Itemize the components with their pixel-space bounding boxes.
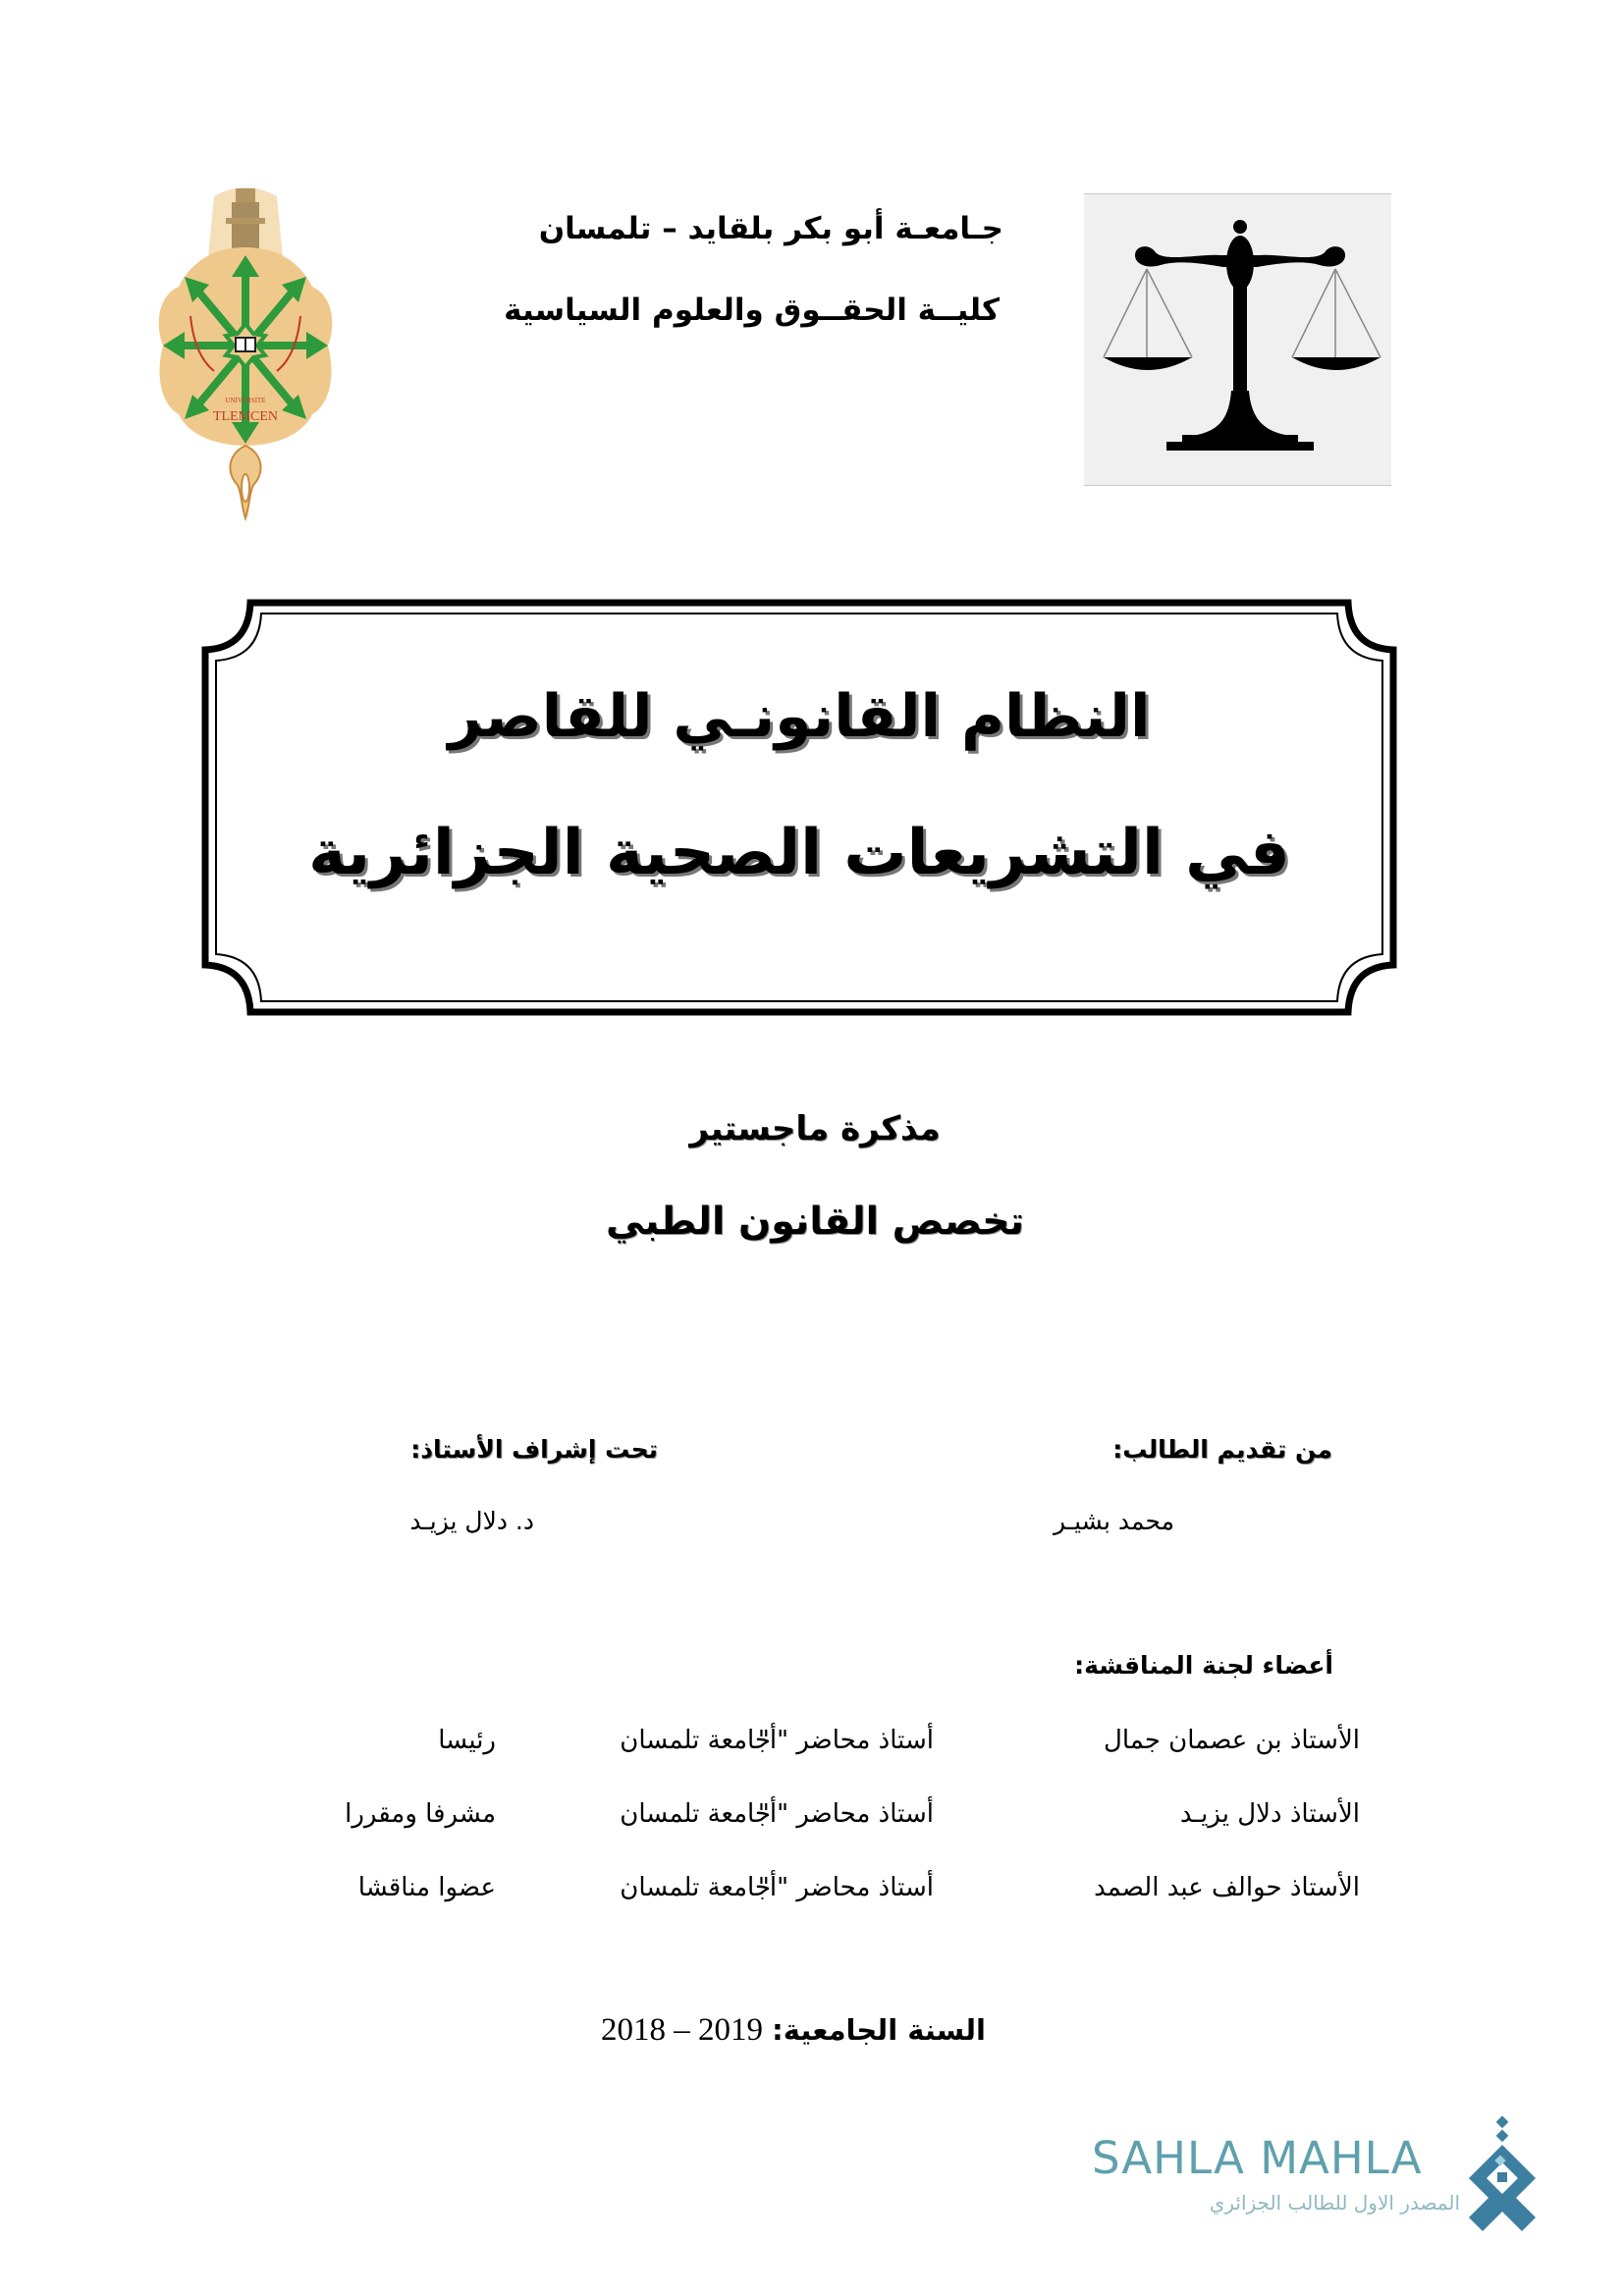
watermark-brand: SAHLA MAHLA (1092, 2132, 1423, 2184)
title-frame (201, 599, 1397, 1016)
member-university: جامعة تلمسان (620, 1873, 771, 1902)
academic-year-value: 2018 – 2019 (600, 2012, 763, 2048)
supervisor-label: تحت إشراف الأستاذ: (410, 1435, 658, 1464)
member-rank: أستاذ محاضر "أ" (757, 1873, 934, 1902)
member-rank: أستاذ محاضر "أ" (757, 1799, 934, 1829)
svg-text:UNIVERSITE: UNIVERSITE (225, 397, 266, 404)
thesis-title-line-1: النظام القانونـي للقاصر (448, 682, 1151, 751)
student-name: محمد بشيـر (1054, 1507, 1174, 1535)
committee-row (157, 1799, 1360, 1839)
university-name: جـامعـة أبو بكر بلقايد – تلمسان (538, 211, 1003, 246)
member-role: مشرفا ومقررا (345, 1799, 496, 1829)
member-role: رئيسا (438, 1726, 496, 1755)
academic-year (601, 2012, 986, 2049)
committee-row (157, 1726, 1360, 1765)
member-name: الأستاذ دلال يزيـد (1179, 1799, 1360, 1829)
academic-year-label: السنة الجامعية: (772, 2013, 986, 2047)
scales-of-justice-icon (1084, 193, 1391, 486)
sahla-mahla-logo-icon (1467, 2115, 1545, 2233)
thesis-type: مذكرة ماجستير (689, 1109, 941, 1148)
member-name: الأستاذ حوالف عبد الصمد (1094, 1873, 1360, 1902)
member-university: جامعة تلمسان (620, 1726, 771, 1755)
committee-label: أعضاء لجنة المناقشة: (1074, 1651, 1333, 1680)
university-emblem-icon (155, 179, 336, 522)
member-name: الأستاذ بن عصمان جمال (1103, 1726, 1360, 1755)
faculty-name: كليــة الحقــوق والعلوم السياسية (504, 293, 1000, 328)
member-university: جامعة تلمسان (620, 1799, 771, 1829)
member-role: عضوا مناقشا (357, 1873, 496, 1902)
supervisor-name: د. دلال يزيـد (409, 1507, 534, 1535)
thesis-title-line-2: في التشريعات الصحية الجزائرية (308, 817, 1290, 889)
member-rank: أستاذ محاضر "أ" (757, 1726, 934, 1755)
svg-text:TLEMCEN: TLEMCEN (212, 409, 279, 424)
student-label: من تقديم الطالب: (1112, 1435, 1332, 1464)
committee-row (157, 1873, 1360, 1912)
watermark-tagline: المصدر الاول للطالب الجزائري (1209, 2191, 1460, 2215)
specialization: تخصص القانون الطبي (605, 1200, 1025, 1244)
